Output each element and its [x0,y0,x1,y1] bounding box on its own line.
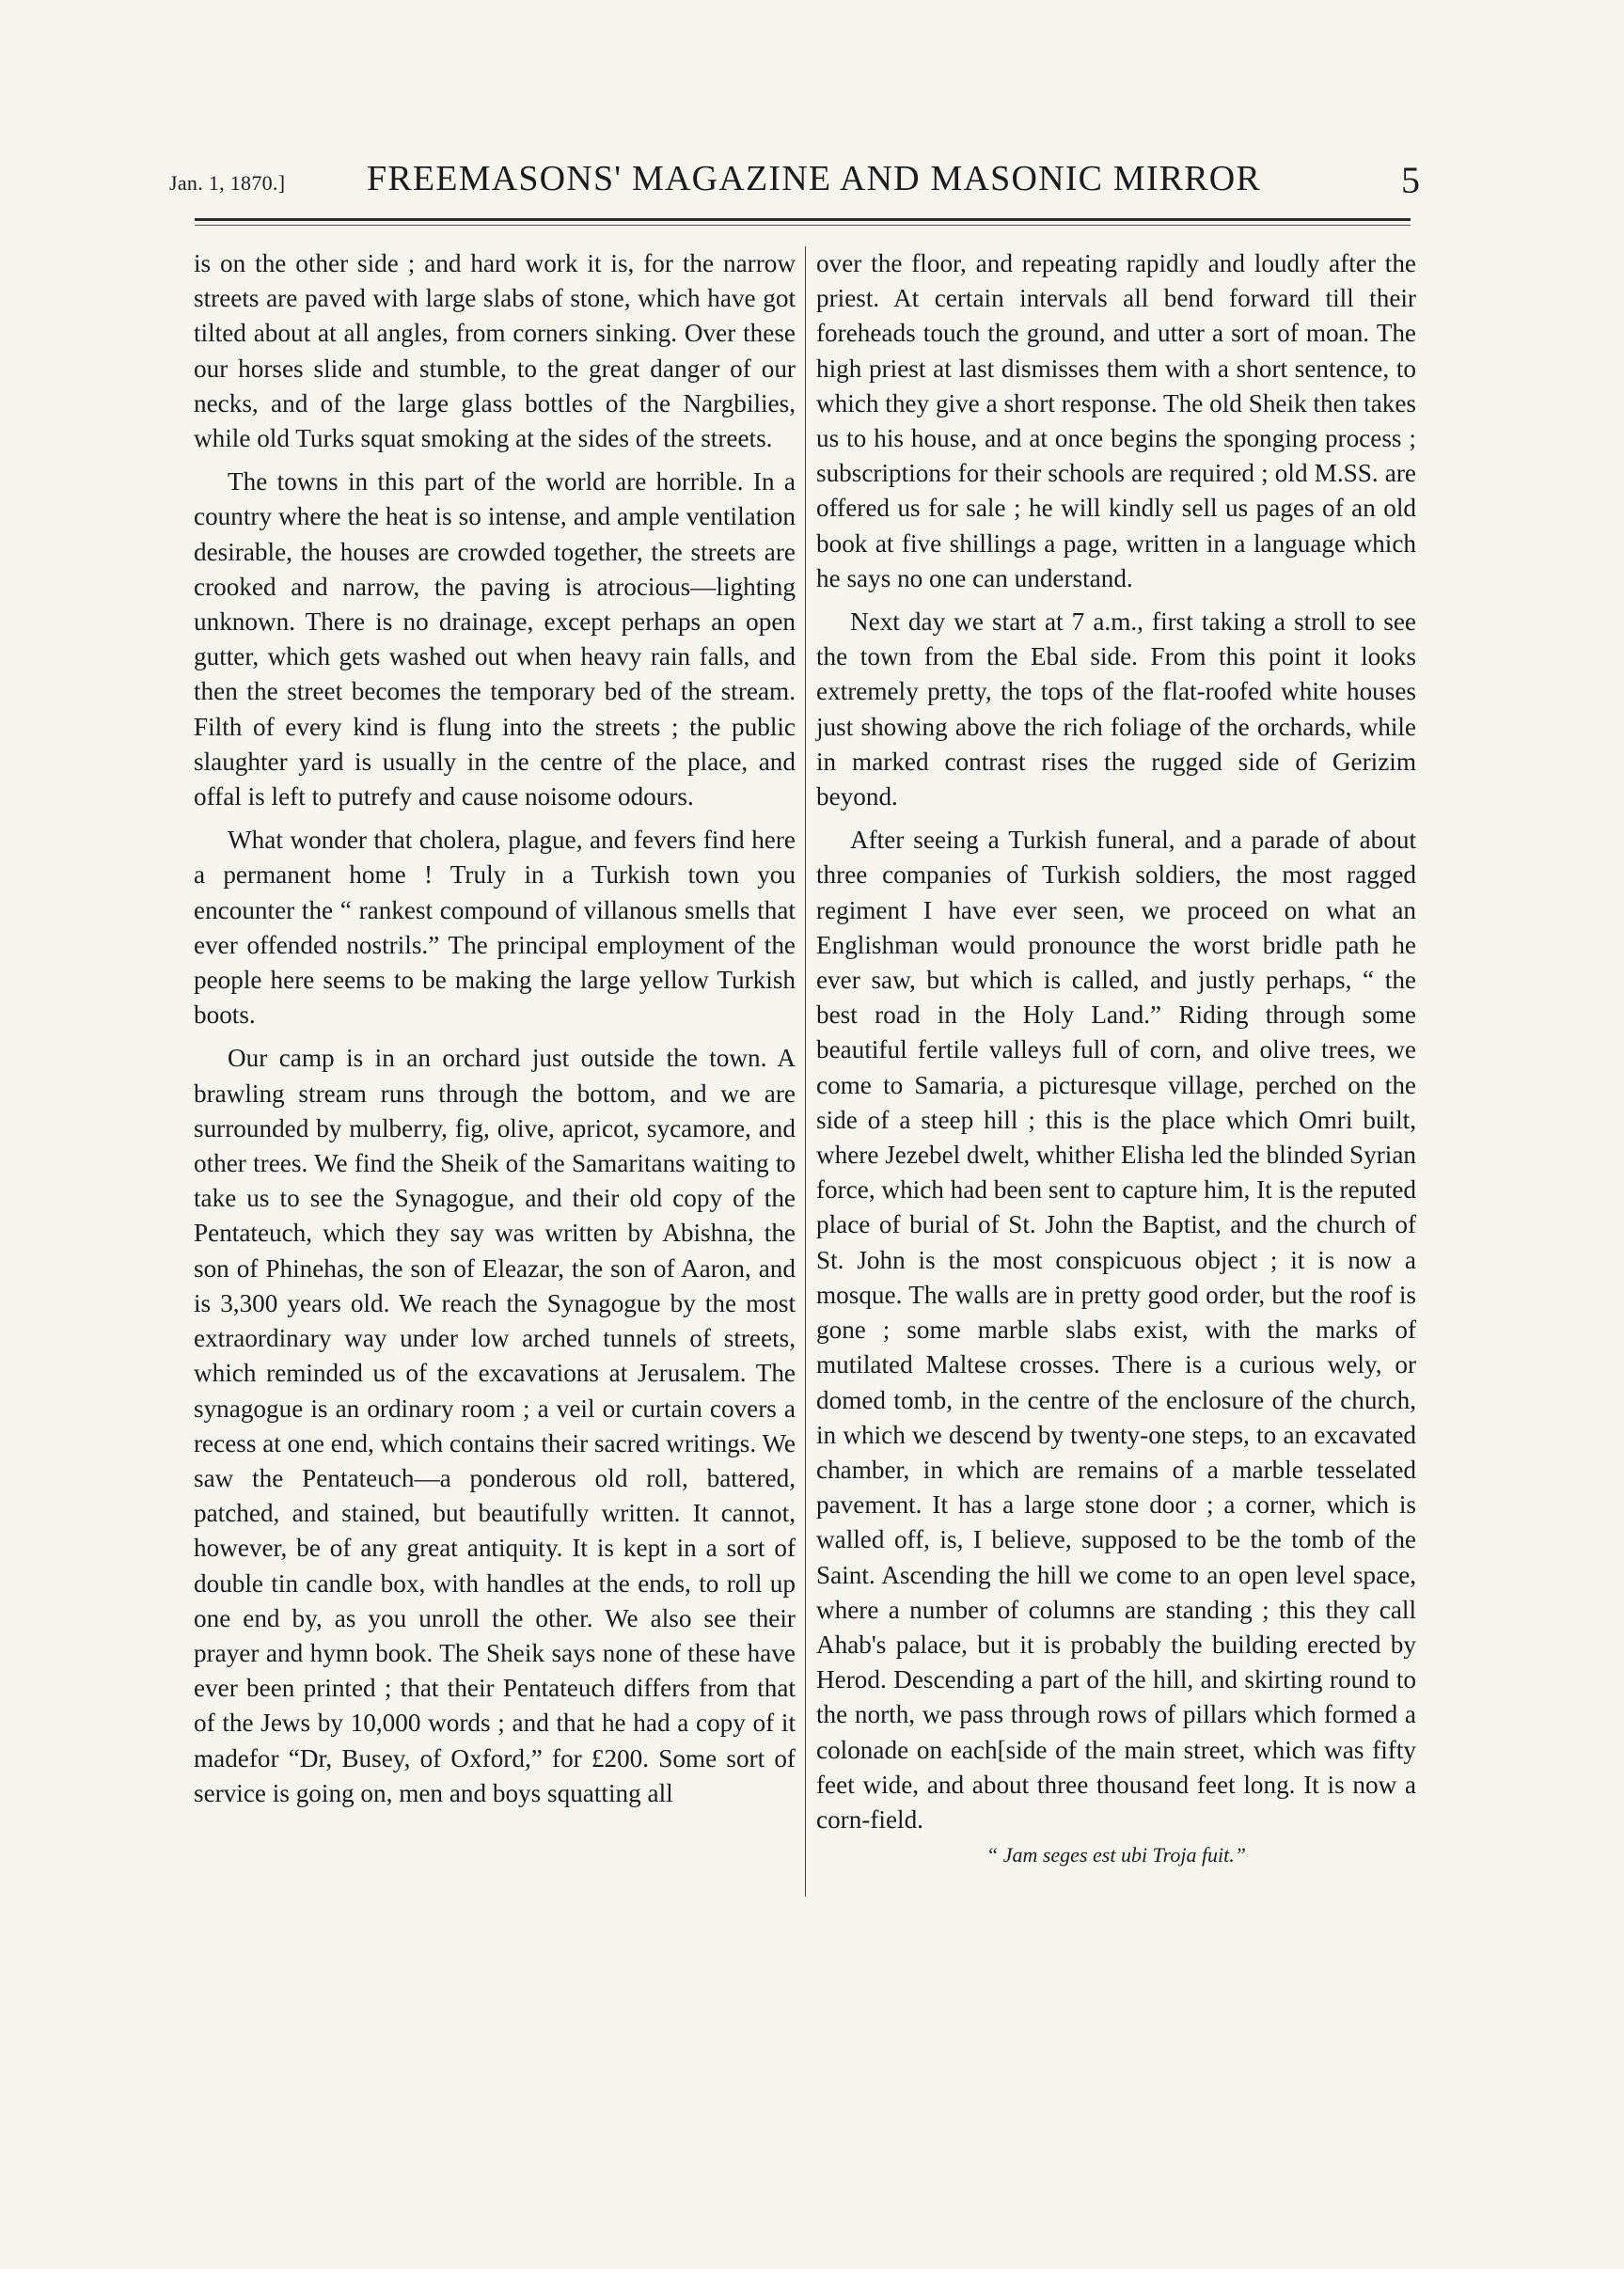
paragraph: Our camp is in an orchard just outside the town. A brawling stream runs through the bottom, and we are surrounded by mulberry, fig, olive, apricot, sycamore, and other trees. We find the Sheik of the Samaritans waiting to take us to see the Synagogue, and their old copy of the Pentateuch, which they say was written by Abishna, the son of Phinehas, the son of Eleazar, the son of Aaron, and is 3,300 years old. We reach the Synagogue by the most extraordinary way under low arched tunnels of streets, which reminded us of the excavations at Jerusalem. The synagogue is an ordinary room ; a veil or curtain covers a recess at one end, which contains their sacred writings. We saw the Pentateuch—a ponderous old roll, battered, patched, and stained, but beautifully written. It cannot, however, be of any great antiquity. It is kept in a sort of double tin candle box, with handles at the ends, to roll up one end by, as you unroll the other. We also see their prayer and hymn book. The Sheik says none of these have ever been printed ; that their Pentateuch differs from that of the Jews by 10,000 words ; and that he had a copy of it madefor “Dr, Busey, of Oxford,” for £200. Some sort of service is going on, men and boys squatting all [194,1044,796,1807]
left-column [194,246,796,1811]
magazine-title: FREEMASONS' MAGAZINE AND MASONIC MIRROR [367,159,1261,198]
paragraph: What wonder that cholera, plague, and fevers find here a permanent home ! Truly in a Turkish town you encounter the “ rankest compound of villanous smells that ever offended nostrils.” The principal employment of the people here seems to be making the large yellow Turkish boots. [194,826,796,1030]
paragraph: After seeing a Turkish funeral, and a parade of about three companies of Turkish soldiers, the most ragged regiment I have ever seen, we proceed on what an Englishman would pronounce the worst bridle path he ever saw, but which is called, and justly perhaps, “ the best road in the Holy Land.” Riding through some beautiful fertile valleys full of corn, and olive trees, we come to Samaria, a picturesque village, perched on the side of a steep hill ; this is the place which Omri built, where Jezebel dwelt, whither Elisha led the blinded Syrian force, which had been sent to capture him, It is the reputed place of burial of St. John the Baptist, and the church of St. John is the most conspicuous object ; it is now a mosque. The walls are in pretty good order, but the roof is gone ; some marble slabs exist, with the marks of mutilated Maltese crosses. There is a curious wely, or domed tomb, in the centre of the enclosure of the church, in which we descend by twenty-one steps, to an excavated chamber, in which are remains of a marble tesselated pavement. It has a large stone door ; a corner, which is walled off, is, I believe, supposed to be the tomb of the Saint. Ascending the hill we come to an open level space, where a number of columns are standing ; this they call Ahab's palace, but it is probably the building erected by Herod. Descending a part of the hill, and skirting round to the north, we pass through rows of pillars which formed a colonade on each[side of the main street, which was fifty feet wide, and about three thousand feet long. It is now a corn-field. [816,826,1416,1834]
page-header [169,158,1420,209]
header-rule-thin [195,225,1411,226]
paragraph: over the floor, and repeating rapidly and loudly after the priest. At certain intervals all bend forward till their foreheads touch the ground, and utter a sort of moan. The high priest at last dismisses them with a short sentence, to which they give a short response. The old Sheik then takes us to his house, and at once begins the sponging process ; subscriptions for their schools are required ; old M.SS. are offered us for sale ; he will kindly sell us pages of an old book at five shillings a page, written in a language which he says no one can understand. [816,249,1416,592]
right-column [816,246,1416,1872]
header-rule-thick [195,218,1411,221]
paragraph: Next day we start at 7 a.m., first taking a stroll to see the town from the Ebal side. From this point it looks extremely pretty, the tops of the flat-roofed white houses just showing above the rich foliage of the orchards, while in marked contrast rises the rugged side of Gerizim beyond. [816,607,1416,811]
paragraph: The towns in this part of the world are horrible. In a country where the heat is so intense, and ample ventilation desirable, the houses are crowded together, the streets are crooked and narrow, the paving is atrocious—lighting unknown. There is no drainage, except perhaps an open gutter, which gets washed out when heavy rain falls, and then the street becomes the temporary bed of the stream. Filth of every kind is flung into the streets ; the public slaughter yard is usually in the centre of the place, and offal is left to putrefy and cause noisome odours. [194,467,796,811]
paragraph: is on the other side ; and hard work it is, for the narrow streets are paved with large slabs of stone, which have got tilted about at all angles, from corners sinking. Over these our horses slide and stumble, to the great danger of our necks, and of the large glass bottles of the Nargbilies, while old Turks squat smoking at the sides of the streets. [194,249,796,453]
page-number: 5 [1401,159,1420,201]
column-divider [805,246,806,1897]
latin-quotation: “ Jam seges est ubi Troja fuit.” [985,1843,1247,1867]
issue-date: Jan. 1, 1870.] [169,171,286,195]
